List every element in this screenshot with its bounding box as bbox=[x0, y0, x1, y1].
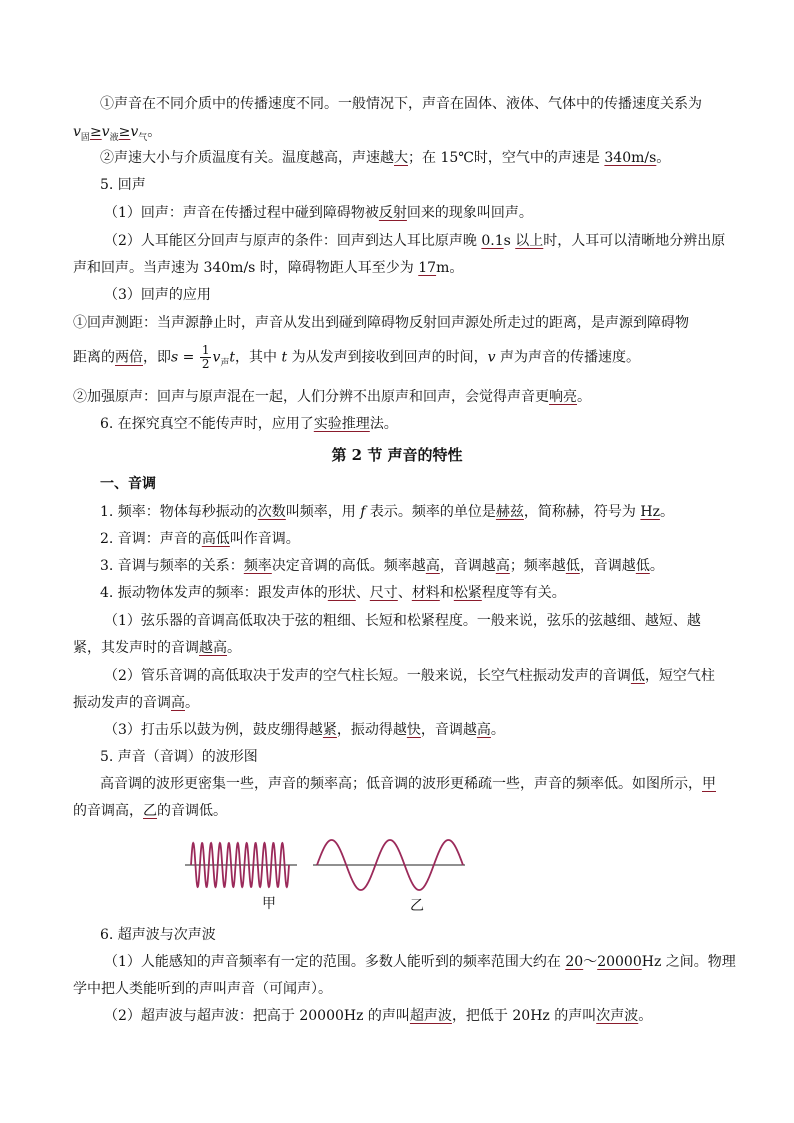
fraction-one-half: $\frac{1}{2}$ bbox=[201, 343, 210, 371]
paragraph-ultra-infra: （2）超声波与超声波：把高于 20000Hz 的声叫超声波，把低于 20Hz 的声叫次声波。 bbox=[104, 1008, 653, 1024]
paragraph-audible-range-cont: 学中把人类能听到的声叫声音（可闻声）。 bbox=[73, 981, 332, 997]
paragraph-vacuum: 6. 在探究真空不能传声时，应用了实验推理法。 bbox=[100, 416, 398, 432]
paragraph-pitch-frequency: 3. 音调与频率的关系：频率决定音调的高低。频率越高，音调越高；频率越低，音调越低。 bbox=[100, 558, 664, 574]
paragraph-strings: （1）弦乐器的音调高低取决于弦的粗细、长短和松紧程度。一般来说，弦乐的弦越细、越短、越 bbox=[104, 613, 701, 629]
paragraph-pitch-def: 2. 音调：声音的高低叫作音调。 bbox=[100, 531, 300, 547]
paragraph-waveform-cont: 的音调高，乙的音调低。 bbox=[73, 803, 227, 819]
wave-label-yi: 乙 bbox=[410, 898, 424, 914]
paragraph-echo-def: （1）回声：声音在传播过程中碰到障碍物被反射回来的现象叫回声。 bbox=[104, 205, 533, 221]
paragraph-waveform: 高音调的波形更密集一些，声音的频率高；低音调的波形更稀疏一些，声音的频率低。如图所示，甲 bbox=[100, 776, 716, 792]
heading-echo: 5. 回声 bbox=[100, 177, 146, 193]
heading-echo-application: （3）回声的应用 bbox=[104, 287, 211, 303]
paragraph-frequency: 1. 频率：物体每秒振动的次数叫频率，用 f 表示。频率的单位是赫兹，简称赫，符号为 Hz。 bbox=[100, 504, 674, 520]
paragraph-echo-ranging: ①回声测距：当声源静止时，声音从发出到碰到障碍物反射回声源处所走过的距离，是声源到障碍物 bbox=[73, 315, 689, 331]
paragraph-speed-relation: $v_固\ge v_液\ge v_气$。 bbox=[73, 124, 162, 143]
heading-ultrasonic: 6. 超声波与次声波 bbox=[100, 927, 216, 943]
heading-waveform: 5. 声音（音调）的波形图 bbox=[100, 749, 258, 765]
waveform-figure bbox=[185, 835, 475, 895]
paragraph-strings-cont: 紧，其发声时的音调越高。 bbox=[73, 640, 241, 656]
paragraph-echo-ranging-formula: 距离的两倍，即s = $\frac{1}{2}$ $v_声t$，其中 t 为从发声到接收到回声的时间，v 声为声音的传播速度。 bbox=[73, 343, 640, 371]
paragraph-vibration-frequency: 4. 振动物体发声的频率：跟发声体的形状、尺寸、材料和松紧程度等有关。 bbox=[100, 585, 566, 601]
paragraph-drum: （3）打击乐以鼓为例，鼓皮绷得越紧，振动得越快，音调越高。 bbox=[104, 722, 505, 738]
paragraph-wind-cont: 振动发声的音调高。 bbox=[73, 695, 199, 711]
paragraph-speed-temperature: ②声速大小与介质温度有关。温度越高，声速越大；在 15℃时，空气中的声速是 340m/s。 bbox=[100, 150, 671, 166]
paragraph-wind: （2）管乐音调的高低取决于发声的空气柱长短。一般来说，长空气柱振动发声的音调低，短空气柱 bbox=[104, 668, 715, 684]
paragraph-echo-condition: （2）人耳能区分回声与原声的条件：回声到达人耳比原声晚 0.1s 以上时，人耳可以清晰地分辨出原 bbox=[104, 233, 726, 249]
section-title: 第 2 节 声音的特性 bbox=[331, 446, 463, 464]
subheading-pitch: 一、音调 bbox=[100, 476, 156, 492]
paragraph-echo-condition-cont: 声和回声。当声速为 340m/s 时，障碍物距人耳至少为 17m。 bbox=[73, 260, 464, 276]
paragraph-speed-media: ①声音在不同介质中的传播速度不同。一般情况下，声音在固体、液体、气体中的传播速度关系为 bbox=[100, 96, 702, 112]
paragraph-echo-strengthen: ②加强原声：回声与原声混在一起，人们分辨不出原声和回声，会觉得声音更响亮。 bbox=[73, 389, 591, 405]
paragraph-audible-range: （1）人能感知的声音频率有一定的范围。多数人能听到的频率范围大约在 20～20000Hz 之间。物理 bbox=[104, 954, 736, 970]
wave-label-jia: 甲 bbox=[262, 896, 276, 912]
